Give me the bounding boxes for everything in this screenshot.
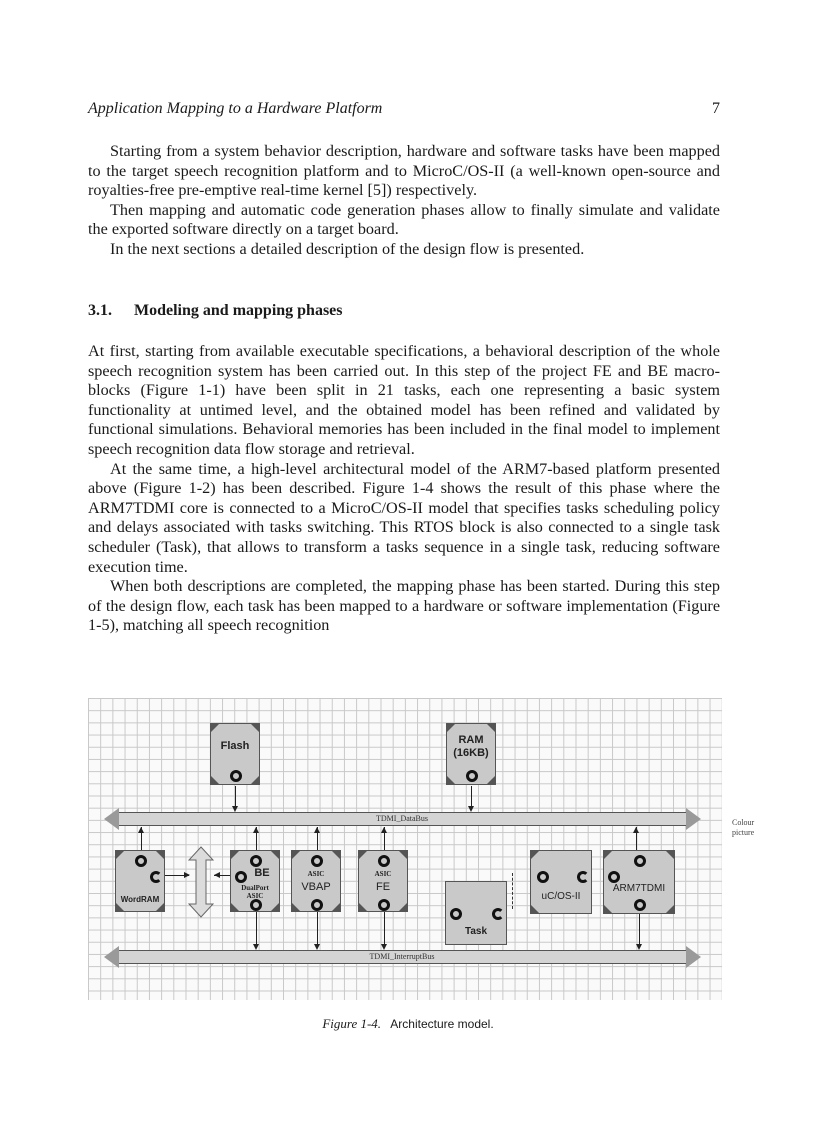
- paragraph: When both descriptions are completed, the mapping phase has been started. During this step of the design flow, each task has been mapped to a hardware or software implementation (Figure 1-5), matching all speech recognition: [88, 577, 720, 635]
- port-icon: [492, 908, 504, 920]
- port-icon: [311, 855, 323, 867]
- task-label: Task: [464, 926, 488, 937]
- bus-arrow-right-icon: [686, 946, 701, 968]
- page-number: 7: [712, 100, 720, 117]
- section-number: 3.1.: [88, 302, 112, 319]
- figure-caption: [0, 1016, 816, 1032]
- data-bus: [118, 812, 686, 826]
- be-block: [230, 850, 280, 912]
- ram-label-line1: RAM: [458, 734, 484, 746]
- flash-block: [210, 723, 260, 785]
- arrow-icon: [253, 827, 259, 833]
- fe-sublabel: ASIC: [374, 870, 392, 878]
- be-label: BE: [254, 867, 270, 879]
- figure-caption-text: Architecture model.: [390, 1017, 494, 1031]
- port-icon: [230, 770, 242, 782]
- margin-note-line: Colour: [732, 818, 755, 827]
- port-icon: [634, 855, 646, 867]
- arrow-icon: [138, 827, 144, 833]
- intro-text: [88, 142, 720, 260]
- running-head: [88, 100, 720, 124]
- vbap-sublabel: ASIC: [307, 870, 325, 878]
- bus-arrow-left-icon: [104, 946, 119, 968]
- interrupt-bus: [118, 950, 686, 964]
- port-icon: [450, 908, 462, 920]
- arrow-icon: [633, 827, 639, 833]
- paragraph: Starting from a system behavior description, hardware and software tasks have been mapped to the target speech recognition platform and to MicroC/OS-II (a well-known open-source and royalties-free pre-emptive real-time kernel [5]) respectively.: [88, 142, 720, 200]
- port-icon: [250, 899, 262, 911]
- arrow-icon: [214, 872, 220, 878]
- running-head-title: Application Mapping to a Hardware Platform: [88, 100, 383, 117]
- figure-caption-label: Figure 1-4.: [322, 1016, 382, 1031]
- port-icon: [135, 855, 147, 867]
- architecture-figure: [88, 698, 722, 1000]
- vbap-block: [291, 850, 341, 912]
- be-sublabel: ASIC: [246, 892, 264, 900]
- be-sublabel: DualPort: [241, 884, 269, 892]
- port-icon: [378, 855, 390, 867]
- data-bus-label: TDMI_DataBus: [376, 814, 428, 823]
- wordram-block: [115, 850, 165, 912]
- wordram-label: WordRAM: [120, 895, 160, 904]
- ucos-block: [530, 850, 592, 914]
- ram-block: [446, 723, 496, 785]
- dualport-connector-icon: [188, 846, 214, 918]
- arm7tdmi-label: ARM7TDMI: [612, 883, 666, 894]
- paragraph: At the same time, a high-level architectural model of the ARM7-based platform presented above (Figure 1-2) has been described. Figure 1-4 shows the result of this phase where the ARM7TDMI core is connected to a MicroC/OS-II model that specifies tasks scheduling policy and delays associated with tasks switching. This RTOS block is also connected to a single task scheduler (Task), that allows to transform a tasks sequence in a single task, reducing software execution time.: [88, 459, 720, 576]
- margin-note-line: picture: [732, 828, 755, 837]
- interrupt-bus-label: TDMI_InterruptBus: [369, 952, 435, 961]
- fe-label: FE: [375, 881, 391, 893]
- port-icon: [577, 871, 589, 883]
- paragraph: Then mapping and automatic code generation phases allow to finally simulate and validate the exported software directly on a target board.: [88, 200, 720, 239]
- port-icon: [466, 770, 478, 782]
- ram-label-line2: (16KB): [453, 747, 489, 759]
- arm7tdmi-block: [603, 850, 675, 914]
- port-icon: [378, 899, 390, 911]
- bus-arrow-left-icon: [104, 808, 119, 830]
- flash-label: Flash: [220, 740, 250, 752]
- port-icon: [250, 855, 262, 867]
- arrow-icon: [381, 827, 387, 833]
- section-heading: [88, 302, 343, 320]
- port-icon: [634, 899, 646, 911]
- dashed-link: [512, 873, 513, 909]
- port-icon: [311, 899, 323, 911]
- margin-note: [732, 818, 754, 838]
- section-text: [88, 342, 720, 636]
- paragraph: At first, starting from available executable specifications, a behavioral description of the whole speech recognition system has been carried out. In this step of the project FE and BE macro-blocks (Figure 1-1) have been split in 21 tasks, each one representing a basic system functionality at untimed level, and the obtained model has been refined and validated by functional simulations. Behavioral memories has been included in the final model to implement speech recognition data flow storage and retrieval.: [88, 342, 720, 458]
- port-icon: [150, 871, 162, 883]
- section-title: Modeling and mapping phases: [134, 302, 343, 319]
- fe-block: [358, 850, 408, 912]
- port-icon: [608, 871, 620, 883]
- port-icon: [537, 871, 549, 883]
- ram-label: [447, 734, 495, 760]
- ucos-label: uC/OS-II: [541, 891, 581, 902]
- vbap-label: VBAP: [301, 881, 331, 893]
- task-block: [445, 881, 507, 945]
- arrow-icon: [314, 827, 320, 833]
- bus-arrow-right-icon: [686, 808, 701, 830]
- paragraph: In the next sections a detailed description of the design flow is presented.: [110, 239, 585, 258]
